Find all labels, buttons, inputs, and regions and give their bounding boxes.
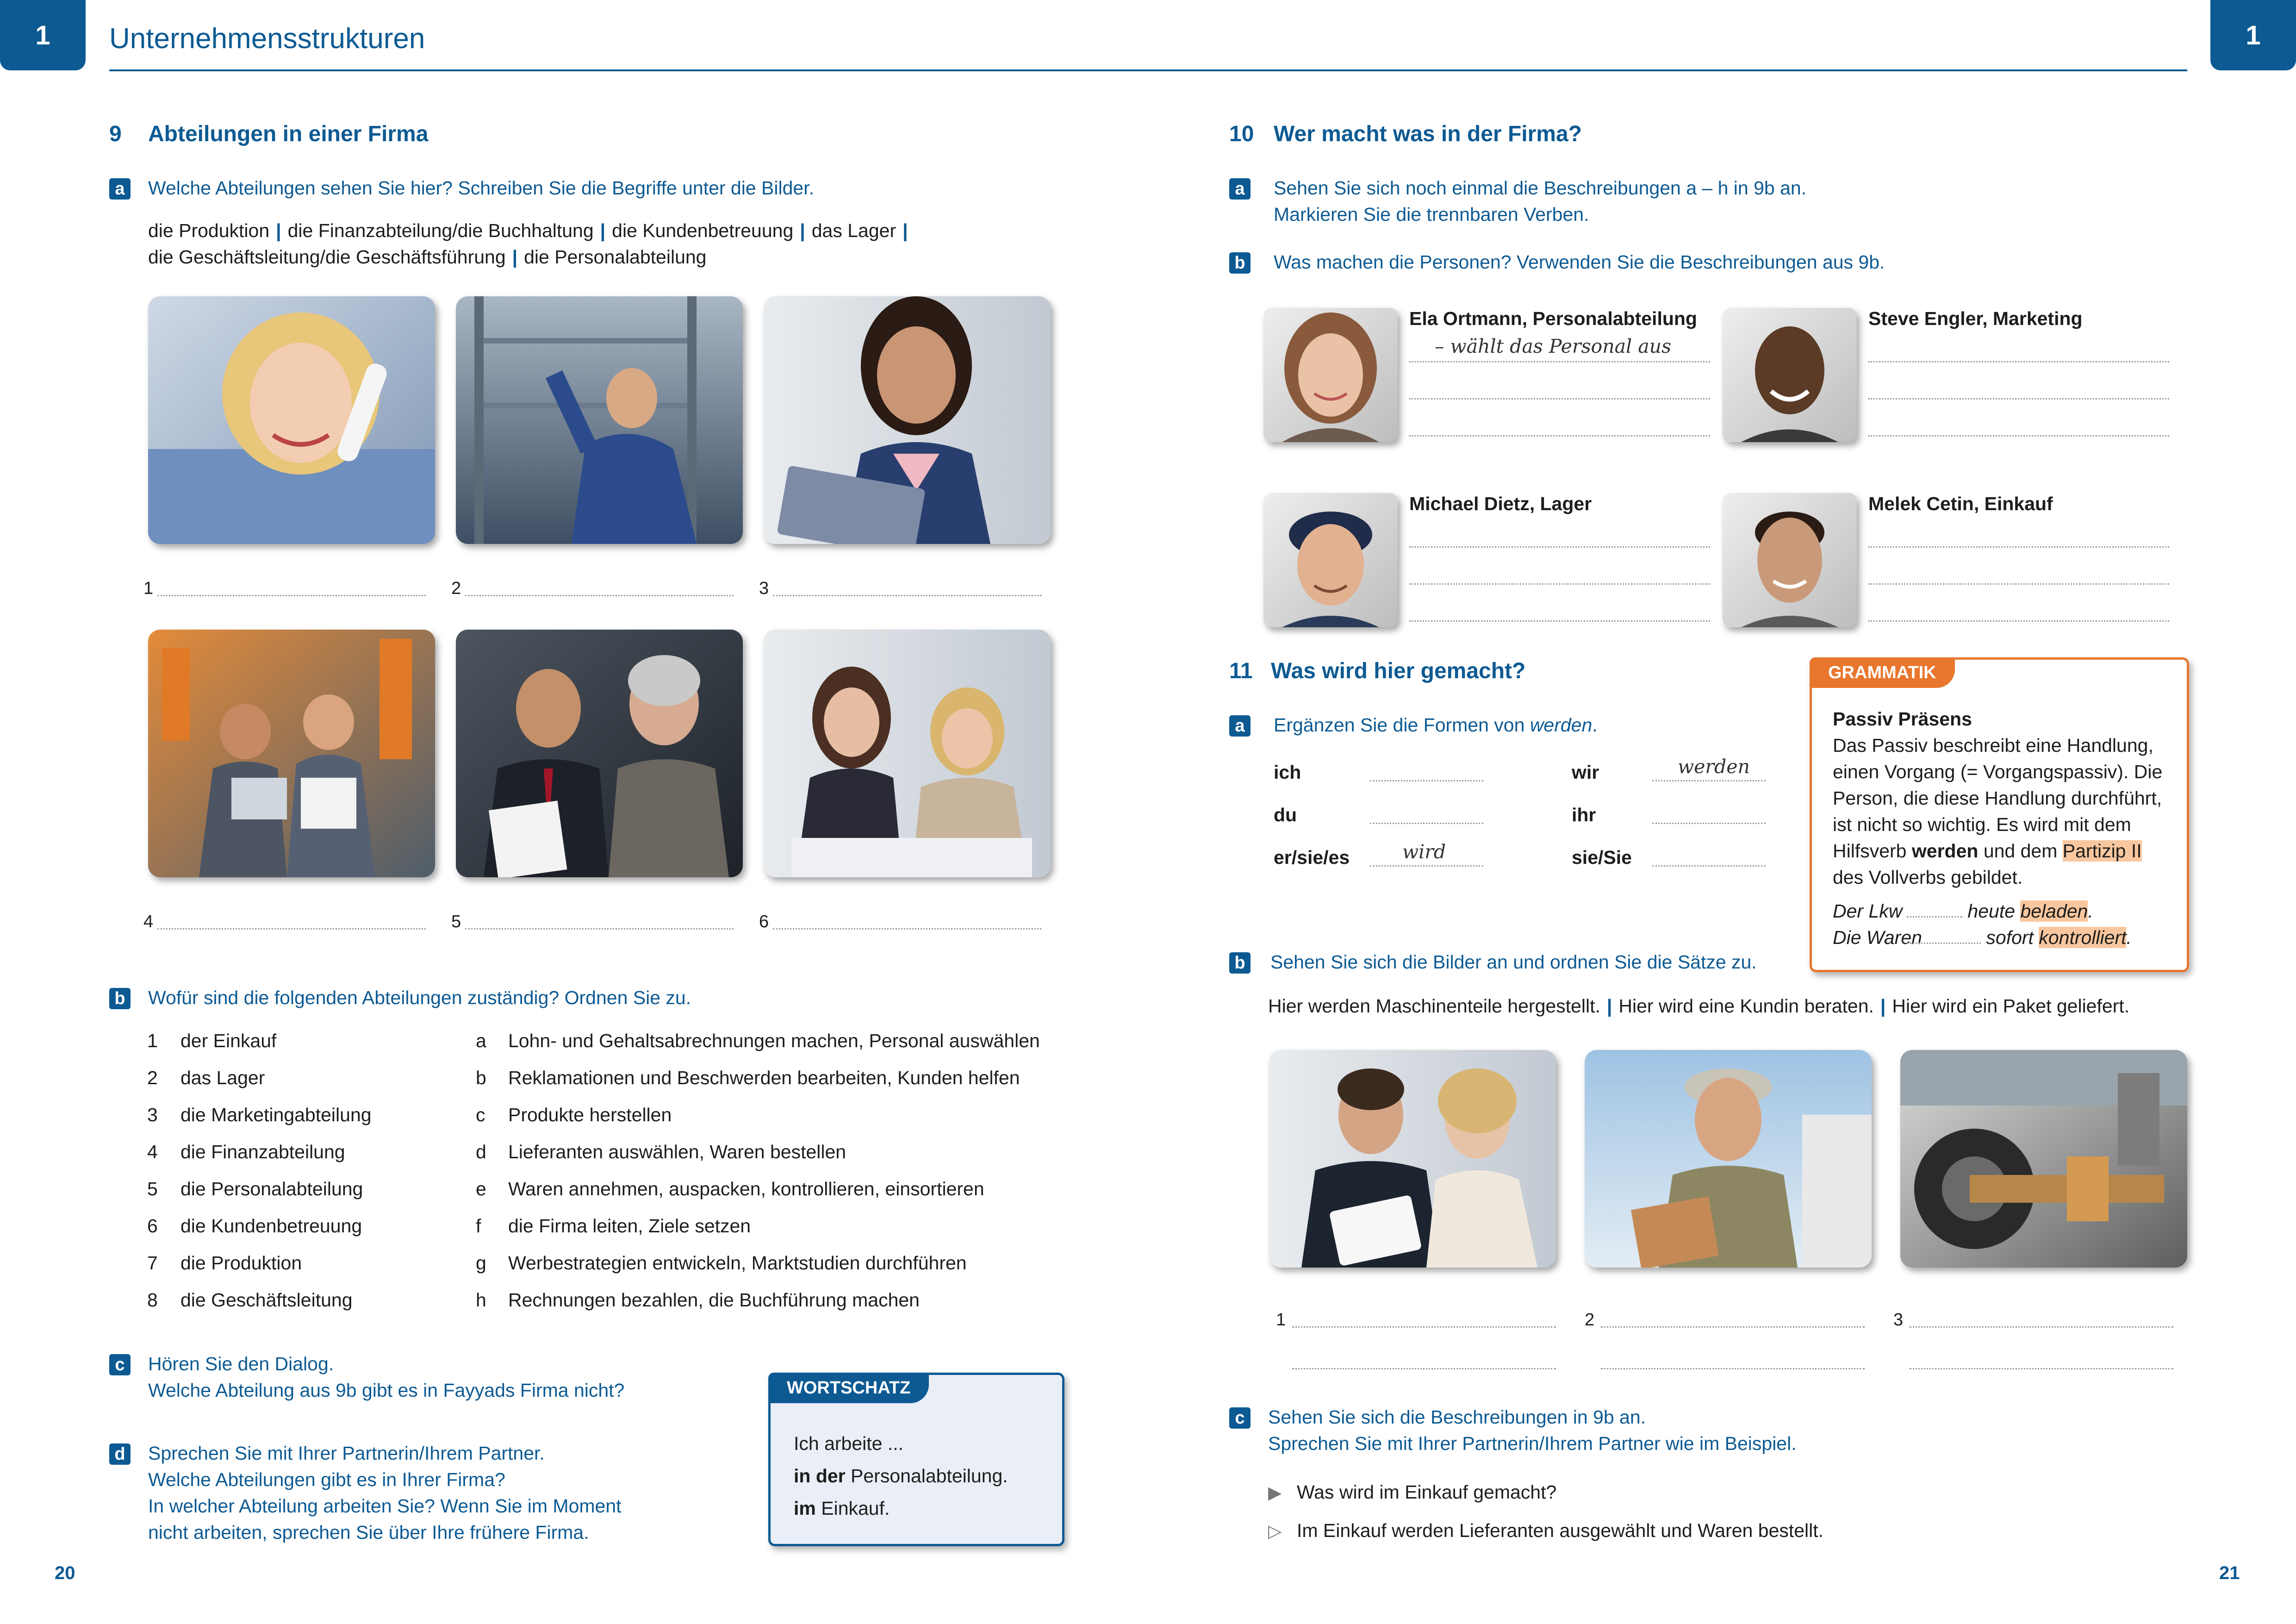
person-name: Ela Ortmann, Personalabteilung <box>1409 308 1697 329</box>
badge-11c: c <box>1229 1407 1251 1429</box>
grammatik-box <box>1810 657 2189 972</box>
photo-number: 2 <box>451 579 461 598</box>
answer-line[interactable] <box>1910 1326 2173 1328</box>
list-item: h Rechnungen bezahlen, die Buchführung machen <box>476 1289 920 1311</box>
list-item: 4 die Finanzabteilung <box>147 1141 345 1162</box>
wortschatz-tab: WORTSCHATZ <box>768 1373 929 1403</box>
answer-line[interactable] <box>773 595 1041 596</box>
grammar-line: Das Passiv beschreibt eine Handlung, <box>1833 735 2153 756</box>
instruction-line: Sehen Sie sich die Beschreibungen in 9b an. <box>1268 1406 1646 1428</box>
pronoun: wir <box>1572 762 1599 783</box>
vocab-line: in der Personalabteilung. <box>794 1465 1008 1487</box>
list-item: b Reklamationen und Beschwerden bearbeiten, Kunden helfen <box>476 1067 1020 1088</box>
instruction-11a: Ergänzen Sie die Formen von werden. <box>1274 714 1598 736</box>
badge-11a: a <box>1229 715 1251 737</box>
portrait-steve <box>1723 308 1857 442</box>
exercise-9-title <box>109 121 428 147</box>
filled-answer: werden <box>1678 756 1750 778</box>
play-outline-icon: ▷ <box>1268 1522 1282 1541</box>
list-item: 6 die Kundenbetreuung <box>147 1215 362 1237</box>
grammar-line: einen Vorgang (= Vorgangspassiv). Die <box>1833 761 2163 782</box>
chapter-title: Unternehmensstrukturen <box>109 23 425 55</box>
photo-warehouse-worker <box>456 296 743 544</box>
instruction-10a <box>1274 175 1806 228</box>
answer-line[interactable] <box>1868 620 2169 622</box>
list-item: 1 der Einkauf <box>147 1030 277 1051</box>
photo-number: 6 <box>759 912 769 931</box>
instruction-11b: Sehen Sie sich die Bilder an und ordnen Sie die Sätze zu. <box>1270 951 1757 973</box>
instruction-9a: Welche Abteilungen sehen Sie hier? Schreiben Sie die Begriffe unter die Bilder. <box>148 177 814 199</box>
portrait-ela <box>1263 308 1398 442</box>
answer-line[interactable] <box>1409 546 1710 548</box>
instruction-9d <box>148 1440 622 1546</box>
instruction-line: Welche Abteilung aus 9b gibt es in Fayyads Firma nicht? <box>148 1380 625 1401</box>
badge-11b: b <box>1229 952 1251 974</box>
grammar-example: Der Lkw heute beladen. <box>1833 900 2093 922</box>
answer-line[interactable] <box>157 928 426 930</box>
photo-number: 5 <box>451 912 461 931</box>
grammar-line: des Vollverbs gebildet. <box>1833 867 2023 888</box>
page-number-right: 21 <box>2219 1563 2240 1583</box>
sentence: Hier wird eine Kundin beraten. <box>1618 995 1874 1017</box>
pronoun: du <box>1274 804 1297 825</box>
instruction-line: Welche Abteilungen gibt es in Ihrer Firma? <box>148 1469 505 1490</box>
instruction-9b: Wofür sind die folgenden Abteilungen zuständig? Ordnen Sie zu. <box>148 987 691 1008</box>
answer-line[interactable] <box>773 928 1041 930</box>
photo-office-women <box>764 630 1051 877</box>
list-item: f die Firma leiten, Ziele setzen <box>476 1215 751 1237</box>
exercise-heading: Wer macht was in der Firma? <box>1274 122 1582 146</box>
list-item: c Produkte herstellen <box>476 1104 672 1125</box>
answer-line[interactable] <box>1409 583 1710 585</box>
grammatik-tab: GRAMMATIK <box>1810 657 1955 688</box>
list-item: 7 die Produktion <box>147 1252 302 1274</box>
list-item: 5 die Personalabteilung <box>147 1178 363 1199</box>
photo-machine-part <box>1900 1050 2187 1268</box>
answer-line[interactable] <box>1652 780 1766 781</box>
badge-9b: b <box>109 988 131 1009</box>
badge-9d: d <box>109 1443 131 1465</box>
list-item: d Lieferanten auswählen, Waren bestellen <box>476 1141 846 1162</box>
exercise-number: 9 <box>109 122 122 146</box>
instruction-line: Sehen Sie sich noch einmal die Beschreibungen a – h in 9b an. <box>1274 177 1807 199</box>
instruction-line: Markieren Sie die trennbaren Verben. <box>1274 204 1589 225</box>
exercise-11-title <box>1229 658 1525 684</box>
sentence: Hier wird ein Paket geliefert. <box>1892 995 2130 1017</box>
list-item: e Waren annehmen, auspacken, kontrollieren, einsortieren <box>476 1178 984 1199</box>
person-name: Michael Dietz, Lager <box>1409 493 1592 514</box>
list-item: 2 das Lager <box>147 1067 265 1088</box>
answer-line[interactable] <box>1409 361 1710 362</box>
exercise-heading: Was wird hier gemacht? <box>1271 659 1526 683</box>
instruction-10b: Was machen die Personen? Verwenden Sie die Beschreibungen aus 9b. <box>1274 251 1885 273</box>
grammar-line: Hilfsverb werden und dem Partizip II <box>1833 840 2142 862</box>
play-filled-icon: ▶ <box>1268 1483 1282 1503</box>
answer-line[interactable] <box>1370 823 1483 824</box>
filled-answer: wird <box>1402 841 1446 863</box>
answer-line[interactable] <box>1652 865 1766 867</box>
photo-business-woman <box>764 296 1051 544</box>
grammar-line: Person, die diese Handlung durchführt, <box>1833 787 2162 809</box>
pronoun: er/sie/es <box>1274 847 1350 868</box>
photo-number: 4 <box>143 912 154 931</box>
photo-number: 3 <box>1893 1310 1904 1330</box>
answer-line[interactable] <box>1868 435 2169 437</box>
instruction-line: Sprechen Sie mit Ihrer Partnerin/Ihrem Partner. <box>148 1443 545 1464</box>
instruction-line: nicht arbeiten, sprechen Sie über Ihre frühere Firma. <box>148 1522 589 1543</box>
badge-9a: a <box>109 178 131 200</box>
sentences-line: Hier werden Maschinenteile hergestellt. | Hier wird eine Kundin beraten. | Hier wird ein Paket geliefert. <box>1268 995 2130 1017</box>
instruction-11c <box>1268 1404 1797 1457</box>
term: das Lager <box>811 220 896 241</box>
answer-line[interactable] <box>465 928 734 930</box>
grammar-heading: Passiv Präsens <box>1833 708 1972 730</box>
term: die Personalabteilung <box>524 246 707 268</box>
dialog-question: ▶ Was wird im Einkauf gemacht? <box>1268 1479 1556 1506</box>
chapter-tab-right <box>2210 0 2296 70</box>
instruction-line: Hören Sie den Dialog. <box>148 1353 334 1374</box>
list-item: g Werbestrategien entwickeln, Marktstudien durchführen <box>476 1252 967 1274</box>
answer-line[interactable] <box>1370 865 1483 867</box>
badge-10a: a <box>1229 178 1251 200</box>
answer-line[interactable] <box>1868 398 2169 400</box>
badge-9c: c <box>109 1354 131 1375</box>
photo-factory-workers <box>148 630 435 877</box>
photo-managers <box>456 630 743 877</box>
header-rule <box>109 69 2187 71</box>
term: die Finanzabteilung/die Buchhaltung <box>287 220 594 241</box>
person-name: Melek Cetin, Einkauf <box>1868 493 2053 514</box>
sentence: Hier werden Maschinenteile hergestellt. <box>1268 995 1600 1017</box>
answer-line[interactable] <box>1868 361 2169 362</box>
photo-delivery-man <box>1585 1050 1872 1268</box>
portrait-melek <box>1723 493 1857 627</box>
portrait-michael <box>1263 493 1398 627</box>
person-name: Steve Engler, Marketing <box>1868 308 2083 329</box>
term: die Kundenbetreuung <box>612 220 794 241</box>
answer-line[interactable] <box>157 595 426 596</box>
grammar-line: ist nicht so wichtig. Es wird mit dem <box>1833 814 2131 835</box>
instruction-9c <box>148 1351 624 1404</box>
photo-number: 1 <box>143 579 154 598</box>
answer-line[interactable] <box>1409 398 1710 400</box>
answer-line[interactable] <box>1292 1326 1556 1328</box>
wortschatz-box <box>768 1373 1064 1546</box>
dialog-answer: ▷ Im Einkauf werden Lieferanten ausgewählt und Waren bestellt. <box>1268 1518 1823 1545</box>
chapter-tab-left <box>0 0 86 70</box>
grammar-example: Die Waren sofort kontrolliert. <box>1833 927 2132 948</box>
pronoun: ihr <box>1572 804 1596 825</box>
answer-line[interactable] <box>1601 1326 1865 1328</box>
instruction-line: In welcher Abteilung arbeiten Sie? Wenn Sie im Moment <box>148 1495 622 1517</box>
person-answer: – wählt das Personal aus <box>1435 335 1672 357</box>
pronoun: ich <box>1274 762 1301 783</box>
answer-line[interactable] <box>1292 1368 1556 1369</box>
term: die Produktion <box>148 220 270 241</box>
list-item: a Lohn- und Gehaltsabrechnungen machen, Personal auswählen <box>476 1030 1040 1051</box>
vocab-line: Ich arbeite ... <box>794 1433 904 1454</box>
answer-line[interactable] <box>1652 823 1766 824</box>
terms-line-2: die Geschäftsleitung/die Geschäftsführung | die Personalabteilung <box>148 246 707 268</box>
photo-number: 2 <box>1585 1310 1595 1330</box>
pronoun: sie/Sie <box>1572 847 1632 868</box>
chapter-number: 1 <box>2246 20 2261 50</box>
answer-line[interactable] <box>1910 1368 2173 1369</box>
exercise-10-title <box>1229 121 1582 147</box>
chapter-number: 1 <box>35 20 50 50</box>
exercise-number: 10 <box>1229 122 1254 146</box>
terms-line-1: die Produktion | die Finanzabteilung/die Buchhaltung | die Kundenbetreuung | das Lager | <box>148 220 908 241</box>
answer-line[interactable] <box>1868 583 2169 585</box>
photo-consultation <box>1269 1050 1556 1268</box>
answer-line[interactable] <box>1601 1368 1865 1369</box>
answer-line[interactable] <box>465 595 734 596</box>
photo-phone-woman <box>148 296 435 544</box>
photo-number: 3 <box>759 579 769 598</box>
list-item: 3 die Marketingabteilung <box>147 1104 372 1125</box>
page-number-left: 20 <box>55 1563 75 1583</box>
instruction-line: Sprechen Sie mit Ihrer Partnerin/Ihrem Partner wie im Beispiel. <box>1268 1433 1797 1454</box>
exercise-number: 11 <box>1229 659 1253 683</box>
answer-line[interactable] <box>1409 435 1710 437</box>
answer-line[interactable] <box>1370 780 1483 781</box>
term: die Geschäftsleitung/die Geschäftsführung <box>148 246 506 268</box>
exercise-heading: Abteilungen in einer Firma <box>148 122 429 146</box>
answer-line[interactable] <box>1409 620 1710 622</box>
vocab-line: im Einkauf. <box>794 1498 890 1519</box>
photo-number: 1 <box>1276 1310 1286 1330</box>
list-item: 8 die Geschäftsleitung <box>147 1289 353 1311</box>
answer-line[interactable] <box>1868 546 2169 548</box>
badge-10b: b <box>1229 252 1251 274</box>
